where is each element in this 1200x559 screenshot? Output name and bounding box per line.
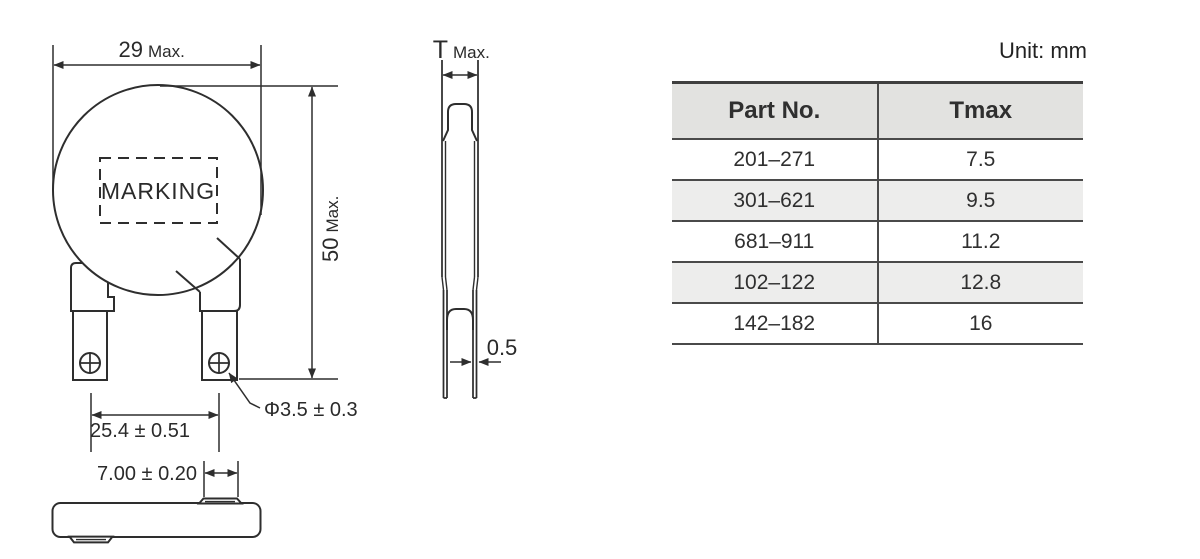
- tmax-cell: 16: [878, 303, 1084, 344]
- thickness-suffix: Max.: [453, 43, 490, 62]
- part-tmax-table: [672, 81, 1083, 345]
- side-view-left-lead: [444, 290, 448, 398]
- table-row: [672, 180, 1083, 221]
- table-row: [672, 262, 1083, 303]
- part-no-cell: 301–621: [672, 180, 878, 221]
- bottom-view: [53, 499, 261, 543]
- unit-label: Unit: mm: [999, 38, 1087, 63]
- hole-diameter-label: Φ3.5 ± 0.3: [264, 399, 358, 421]
- side-view-cap: [443, 104, 477, 141]
- right-lead-hole-icon: [209, 353, 229, 373]
- table-row: [672, 221, 1083, 262]
- side-view: [442, 60, 478, 398]
- width-value: 29: [118, 37, 143, 62]
- marking-label: MARKING: [100, 178, 216, 204]
- height-label: 50Max.: [318, 195, 343, 262]
- left-lead-hole-icon: [80, 353, 100, 373]
- col-header-tmax: Tmax: [878, 83, 1084, 140]
- lead-spacing-label: 25.4 ± 0.51: [90, 420, 190, 442]
- part-no-cell: 201–271: [672, 139, 878, 180]
- table-row: [672, 139, 1083, 180]
- tmax-cell: 11.2: [878, 221, 1084, 262]
- side-view-right-lead: [473, 290, 477, 398]
- part-no-cell: 681–911: [672, 221, 878, 262]
- col-header-part-no: Part No.: [672, 83, 878, 140]
- dimension-lead-width: [204, 461, 238, 497]
- table-header-row: [672, 83, 1083, 140]
- table-row: [672, 303, 1083, 344]
- lead-thickness-label: 0.5: [486, 335, 518, 360]
- part-no-cell: 142–182: [672, 303, 878, 344]
- width-suffix: Max.: [148, 42, 185, 61]
- tmax-cell: 7.5: [878, 139, 1084, 180]
- lead-width-label: 7.00 ± 0.20: [97, 463, 197, 485]
- tmax-cell: 12.8: [878, 262, 1084, 303]
- thickness-value: T: [432, 36, 448, 64]
- bottom-view-body: [53, 503, 261, 537]
- part-no-cell: 102–122: [672, 262, 878, 303]
- side-view-arch: [447, 309, 473, 330]
- front-view: [53, 85, 263, 380]
- tmax-cell: 9.5: [878, 180, 1084, 221]
